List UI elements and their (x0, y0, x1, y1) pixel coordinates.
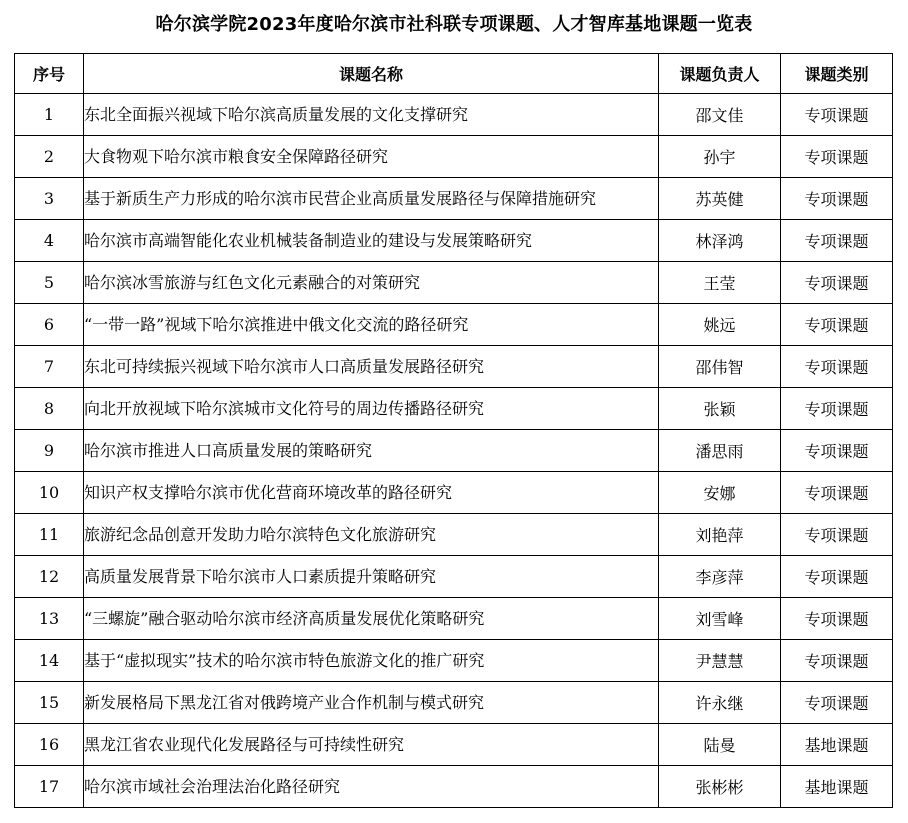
topic-name: 新发展格局下黑龙江省对俄跨境产业合作机制与模式研究 (84, 682, 659, 724)
page-title: 哈尔滨学院2023年度哈尔滨市社科联专项课题、人才智库基地课题一览表 (155, 14, 753, 35)
row-number: 15 (15, 682, 84, 724)
topic-lead: 张彬彬 (659, 766, 781, 808)
topic-name: “一带一路”视域下哈尔滨推进中俄文化交流的路径研究 (84, 304, 659, 346)
topic-name: 东北全面振兴视域下哈尔滨高质量发展的文化支撑研究 (84, 94, 659, 136)
row-number: 12 (15, 556, 84, 598)
topic-name: 大食物观下哈尔滨市粮食安全保障路径研究 (84, 136, 659, 178)
topic-lead: 姚远 (659, 304, 781, 346)
topic-lead: 苏英健 (659, 178, 781, 220)
row-number: 16 (15, 724, 84, 766)
topic-name: 哈尔滨冰雪旅游与红色文化元素融合的对策研究 (84, 262, 659, 304)
table-row (15, 598, 893, 640)
table-row (15, 430, 893, 472)
topic-lead: 王莹 (659, 262, 781, 304)
table-row (15, 766, 893, 808)
header-type: 课题类别 (781, 54, 893, 94)
topic-name: 知识产权支撑哈尔滨市优化营商环境改革的路径研究 (84, 472, 659, 514)
table-row (15, 682, 893, 724)
topic-lead: 安娜 (659, 472, 781, 514)
topic-type: 专项课题 (781, 556, 893, 598)
topic-name: 黑龙江省农业现代化发展路径与可持续性研究 (84, 724, 659, 766)
row-number: 10 (15, 472, 84, 514)
row-number: 2 (15, 136, 84, 178)
topic-lead: 张颖 (659, 388, 781, 430)
table-row (15, 640, 893, 682)
topic-lead: 刘艳萍 (659, 514, 781, 556)
row-number: 5 (15, 262, 84, 304)
row-number: 7 (15, 346, 84, 388)
table-row (15, 220, 893, 262)
table-row (15, 514, 893, 556)
topic-type: 专项课题 (781, 430, 893, 472)
topic-lead: 潘思雨 (659, 430, 781, 472)
table-row (15, 724, 893, 766)
row-number: 3 (15, 178, 84, 220)
topic-name: “三螺旋”融合驱动哈尔滨市经济高质量发展优化策略研究 (84, 598, 659, 640)
table-row (15, 472, 893, 514)
topic-type: 专项课题 (781, 472, 893, 514)
topic-lead: 李彦萍 (659, 556, 781, 598)
row-number: 17 (15, 766, 84, 808)
row-number: 8 (15, 388, 84, 430)
table-row (15, 556, 893, 598)
header-lead: 课题负责人 (659, 54, 781, 94)
table-row (15, 178, 893, 220)
topic-type: 基地课题 (781, 724, 893, 766)
topic-lead: 许永继 (659, 682, 781, 724)
topic-type: 专项课题 (781, 136, 893, 178)
topic-lead: 刘雪峰 (659, 598, 781, 640)
topics-table (14, 53, 893, 808)
table-row (15, 346, 893, 388)
row-number: 11 (15, 514, 84, 556)
row-number: 1 (15, 94, 84, 136)
topic-type: 基地课题 (781, 766, 893, 808)
topic-type: 专项课题 (781, 598, 893, 640)
row-number: 6 (15, 304, 84, 346)
topic-type: 专项课题 (781, 178, 893, 220)
topic-type: 专项课题 (781, 514, 893, 556)
row-number: 13 (15, 598, 84, 640)
topic-name: 向北开放视域下哈尔滨城市文化符号的周边传播路径研究 (84, 388, 659, 430)
table-row (15, 388, 893, 430)
topic-type: 专项课题 (781, 94, 893, 136)
topic-lead: 邵伟智 (659, 346, 781, 388)
topic-name: 哈尔滨市域社会治理法治化路径研究 (84, 766, 659, 808)
topic-name: 基于新质生产力形成的哈尔滨市民营企业高质量发展路径与保障措施研究 (84, 178, 659, 220)
topic-type: 专项课题 (781, 262, 893, 304)
topic-name: 基于“虚拟现实”技术的哈尔滨市特色旅游文化的推广研究 (84, 640, 659, 682)
table-row (15, 304, 893, 346)
topic-lead: 陆曼 (659, 724, 781, 766)
header-no: 序号 (15, 54, 84, 94)
topic-lead: 林泽鸿 (659, 220, 781, 262)
header-name: 课题名称 (84, 54, 659, 94)
table-body (15, 94, 893, 808)
row-number: 14 (15, 640, 84, 682)
topic-lead: 孙宇 (659, 136, 781, 178)
row-number: 9 (15, 430, 84, 472)
table-row (15, 262, 893, 304)
topic-name: 高质量发展背景下哈尔滨市人口素质提升策略研究 (84, 556, 659, 598)
topic-type: 专项课题 (781, 640, 893, 682)
topic-lead: 尹慧慧 (659, 640, 781, 682)
topic-type: 专项课题 (781, 346, 893, 388)
topic-type: 专项课题 (781, 304, 893, 346)
topic-type: 专项课题 (781, 682, 893, 724)
topic-name: 哈尔滨市推进人口高质量发展的策略研究 (84, 430, 659, 472)
topic-name: 东北可持续振兴视域下哈尔滨市人口高质量发展路径研究 (84, 346, 659, 388)
table-row (15, 136, 893, 178)
row-number: 4 (15, 220, 84, 262)
topic-name: 哈尔滨市高端智能化农业机械装备制造业的建设与发展策略研究 (84, 220, 659, 262)
topic-name: 旅游纪念品创意开发助力哈尔滨特色文化旅游研究 (84, 514, 659, 556)
topic-type: 专项课题 (781, 220, 893, 262)
topic-lead: 邵文佳 (659, 94, 781, 136)
table-header-row (15, 54, 893, 94)
table-row (15, 94, 893, 136)
topic-type: 专项课题 (781, 388, 893, 430)
